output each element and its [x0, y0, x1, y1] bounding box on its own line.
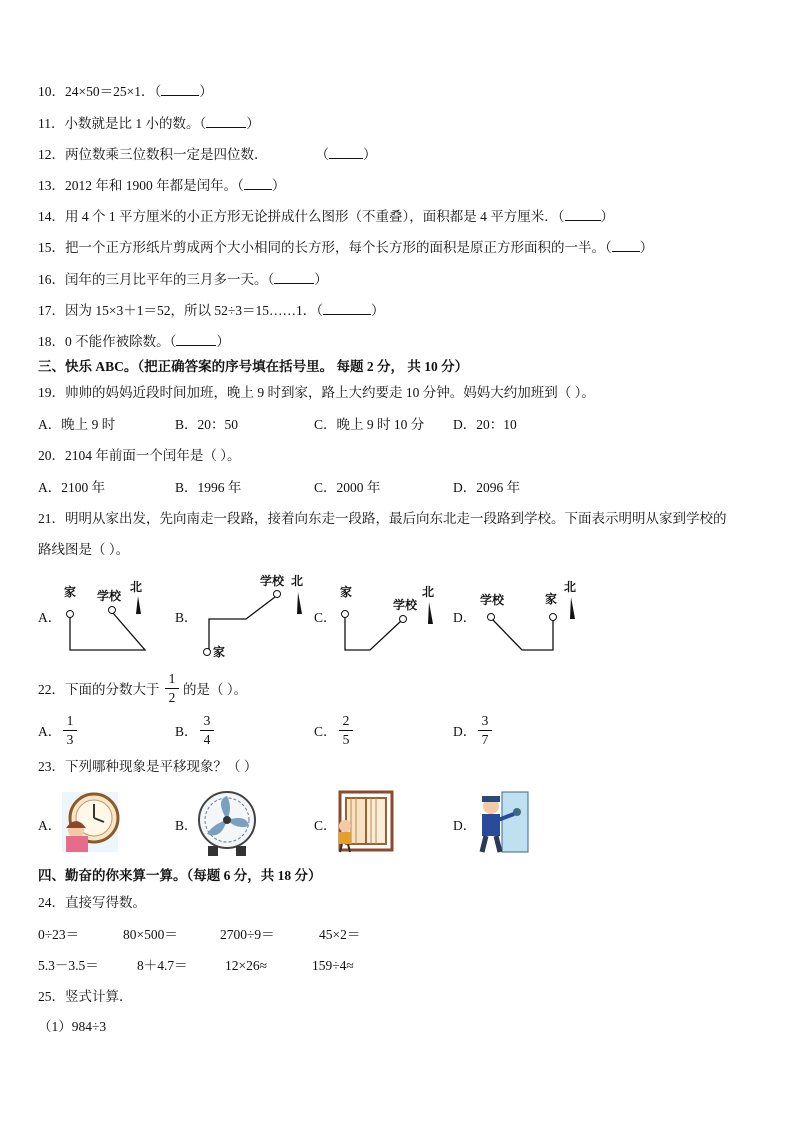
- school-label: 学校: [480, 593, 505, 607]
- school-label: 学校: [97, 589, 122, 603]
- question-23: 23．下列哪种现象是平移现象？（ ）: [38, 759, 258, 774]
- answer-blank[interactable]: [612, 239, 640, 252]
- q-number: 18．: [38, 334, 65, 349]
- q-text: 24×50＝25×1．（: [65, 84, 162, 99]
- question-21-cont: 路线图是（ ）。: [38, 542, 130, 557]
- home-label: 家: [545, 592, 558, 606]
- north-arrow-icon: [428, 602, 433, 624]
- question-24: 24．直接写得数。: [38, 895, 146, 910]
- route-b[interactable]: [204, 573, 304, 659]
- north-arrow-icon: [570, 597, 575, 619]
- q-number: 11．: [38, 116, 65, 131]
- school-label: 学校: [393, 598, 418, 612]
- north-label: 北: [564, 580, 577, 594]
- route-diagrams: [0, 570, 794, 665]
- answer-blank[interactable]: [274, 271, 314, 284]
- route-a[interactable]: [64, 580, 145, 650]
- q-text: 用 4 个 1 平方厘米的小正方形无论拼成什么图形（不重叠），面积都是 4 平方厘米．（: [65, 209, 565, 224]
- option-c[interactable]: C．: [314, 818, 337, 833]
- calc-item: 12×26≈: [225, 958, 268, 973]
- question-19: 19．帅帅的妈妈近段时间加班，晚上 9 时到家，路上大约要走 10 分钟。妈妈大约加班到（ ）。: [38, 385, 595, 400]
- q-number: 13．: [38, 178, 65, 193]
- option-d[interactable]: D．2096 年: [453, 480, 521, 495]
- north-arrow-icon: [297, 592, 302, 614]
- q-number: 15．: [38, 240, 65, 255]
- question-11: 11．小数就是比 1 小的数。（ ）: [38, 116, 260, 131]
- north-arrow-icon: [136, 596, 141, 614]
- option-c[interactable]: C．: [314, 610, 337, 625]
- q-text: 2012 年和 1900 年都是闰年。（: [65, 178, 244, 193]
- option-b[interactable]: B．: [175, 724, 198, 739]
- calc-item: 2700÷9＝: [220, 927, 275, 942]
- option-c[interactable]: C．晚上 9 时 10 分: [314, 417, 425, 432]
- option-d[interactable]: D．: [453, 724, 477, 739]
- answer-blank[interactable]: [244, 177, 272, 190]
- route-c[interactable]: [340, 584, 434, 650]
- question-12: 12．两位数乘三位数积一定是四位数． （ ）: [38, 147, 377, 162]
- option-d[interactable]: D．: [453, 610, 477, 625]
- home-label: 家: [213, 645, 226, 659]
- option-c[interactable]: C．2000 年: [314, 480, 381, 495]
- fraction-one-half: 1 2: [165, 671, 179, 706]
- motion-pictures: [0, 788, 794, 858]
- window-picture[interactable]: [339, 792, 392, 852]
- fraction-option-d: 3 7: [478, 713, 492, 748]
- calc-item: 45×2＝: [319, 927, 361, 942]
- fraction-option-a: 1 3: [63, 713, 77, 748]
- school-label: 学校: [260, 574, 285, 588]
- q-text: 闰年的三月比平年的三月多一天。（: [65, 272, 275, 287]
- section-heading-3: 三、快乐 ABC。（把正确答案的序号填在括号里。 每题 2 分， 共 10 分）: [38, 359, 469, 374]
- option-b[interactable]: B．1996 年: [175, 480, 242, 495]
- q-number: 12．: [38, 147, 65, 162]
- question-20: 20．2104 年前面一个闰年是（ ）。: [38, 448, 241, 463]
- clock-picture[interactable]: [62, 792, 118, 852]
- question-22-cont: 的是（ ）。: [183, 682, 248, 697]
- north-label: 北: [422, 585, 435, 599]
- question-13: 13．2012 年和 1900 年都是闰年。（ ）: [38, 178, 286, 193]
- question-10: 10．24×50＝25×1．（ ）: [38, 84, 213, 99]
- q-number: 16．: [38, 272, 65, 287]
- north-label: 北: [130, 580, 143, 594]
- question-25-sub1: （1）984÷3: [38, 1019, 107, 1034]
- q-text: 两位数乘三位数积一定是四位数．: [65, 147, 268, 162]
- question-14: 14．用 4 个 1 平方厘米的小正方形无论拼成什么图形（不重叠），面积都是 4 平方厘米．（ ）: [38, 209, 614, 224]
- answer-blank[interactable]: [176, 333, 216, 346]
- answer-blank[interactable]: [565, 208, 601, 221]
- route-d[interactable]: [480, 580, 576, 650]
- question-22: 22．下面的分数大于: [38, 682, 160, 697]
- question-18: 18．0 不能作被除数。（ ）: [38, 334, 230, 349]
- q-number: 17．: [38, 303, 65, 318]
- calc-item: 80×500＝: [123, 927, 178, 942]
- question-17: 17．因为 15×3＋1＝52，所以 52÷3＝15……1．（ ）: [38, 303, 385, 318]
- section-heading-4: 四、勤奋的你来算一算。（每题 6 分，共 18 分）: [38, 868, 322, 883]
- calc-item: 0÷23＝: [38, 927, 80, 942]
- fraction-option-c: 2 5: [339, 713, 353, 748]
- north-label: 北: [291, 574, 304, 588]
- question-16: 16．闰年的三月比平年的三月多一天。（ ）: [38, 272, 328, 287]
- question-15: 15．把一个正方形纸片剪成两个大小相同的长方形，每个长方形的面积是原正方形面积的一半。（ ）: [38, 240, 654, 255]
- calc-item: 5.3－3.5＝: [38, 958, 99, 973]
- q-text: 0 不能作被除数。（: [65, 334, 177, 349]
- q-text: 把一个正方形纸片剪成两个大小相同的长方形，每个长方形的面积是原正方形面积的一半。（: [65, 240, 612, 255]
- q-number: 10．: [38, 84, 65, 99]
- option-a[interactable]: A．: [38, 724, 62, 739]
- option-d[interactable]: D．20：10: [453, 417, 517, 432]
- option-b[interactable]: B．: [175, 818, 198, 833]
- option-c[interactable]: C．: [314, 724, 337, 739]
- option-a[interactable]: A．: [38, 610, 62, 625]
- q-number: 14．: [38, 209, 65, 224]
- option-a[interactable]: A．2100 年: [38, 480, 106, 495]
- option-a[interactable]: A．晚上 9 时: [38, 417, 116, 432]
- calc-item: 159÷4≈: [312, 958, 354, 973]
- question-21: 21．明明从家出发，先向南走一段路，接着向东走一段路，最后向东北走一段路到学校。下面表示明明从家到学校的: [38, 511, 727, 526]
- option-a[interactable]: A．: [38, 818, 62, 833]
- answer-blank[interactable]: [161, 83, 199, 96]
- option-b[interactable]: B．: [175, 610, 198, 625]
- fan-picture[interactable]: [199, 792, 255, 856]
- home-label: 家: [340, 585, 353, 599]
- answer-blank[interactable]: [323, 302, 371, 315]
- question-25: 25．竖式计算．: [38, 989, 133, 1004]
- calc-item: 8＋4.7＝: [137, 958, 188, 973]
- q-text: 因为 15×3＋1＝52，所以 52÷3＝15……1．（: [65, 303, 324, 318]
- answer-blank[interactable]: [329, 146, 363, 159]
- option-b[interactable]: B．20：50: [175, 417, 239, 432]
- option-d[interactable]: D．: [453, 818, 477, 833]
- home-label: 家: [64, 585, 77, 599]
- worker-picture[interactable]: [482, 792, 528, 852]
- q-text: 小数就是比 1 小的数。（: [64, 116, 207, 131]
- answer-blank[interactable]: [206, 115, 246, 128]
- fraction-option-b: 3 4: [200, 713, 214, 748]
